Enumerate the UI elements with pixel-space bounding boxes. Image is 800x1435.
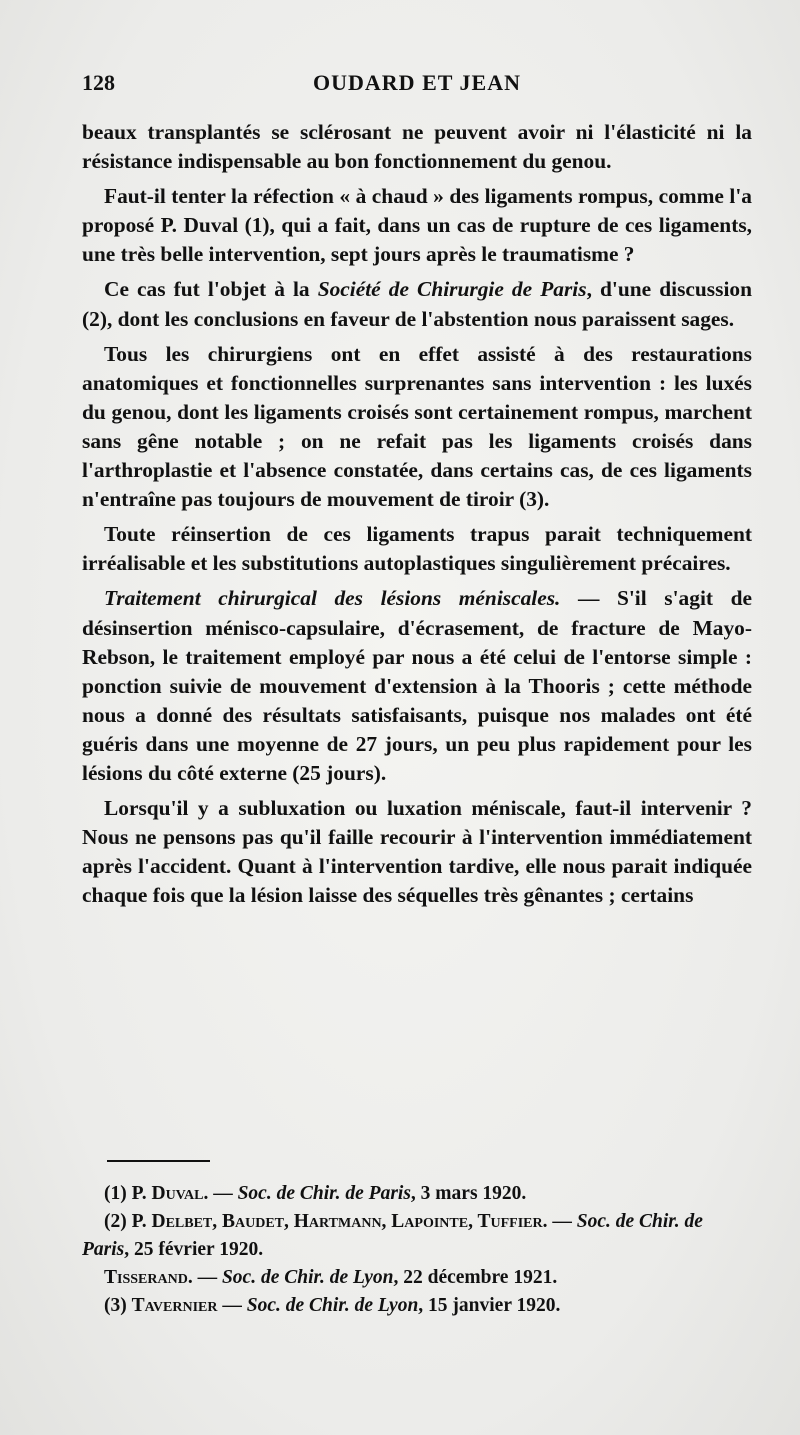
running-head: OUDARD ET JEAN xyxy=(313,70,521,95)
footnote-2-num: (2) P. xyxy=(104,1211,152,1232)
footnote-1-num: (1) P. xyxy=(104,1183,152,1204)
footnote-3-sep: — xyxy=(217,1295,247,1316)
body-text xyxy=(82,118,752,916)
footnote-1-date: , 3 mars 1920. xyxy=(410,1183,527,1204)
paragraph-3-after: , d'une discussion (2), dont les conclusions en faveur de l'abstention nous paraissent sages. xyxy=(82,277,752,331)
paragraph-4: Tous les chirurgiens ont en effet assisté à des restaurations anatomiques et fonctionnelles surprenantes sans intervention : les luxés du genou, dont les ligaments croisés sont certainement rompus, marchent sans gêne notable ; on ne refait pas les ligaments croisés dans l'arthroplastie et l'absence constatée, dans certains cas, de ces ligaments n'entraîne pas toujours de mouvement de tiroir (3). xyxy=(82,341,752,512)
paragraph-3 xyxy=(82,275,752,333)
paragraph-6 xyxy=(82,584,752,788)
footnote-1-source: Soc. de Chir. de Paris xyxy=(237,1183,411,1204)
footnotes xyxy=(82,1180,752,1320)
page-number: 128 xyxy=(82,70,115,95)
paragraph-6-after: — S'il s'agit de désinsertion ménisco-capsulaire, d'écrasement, de fracture de Mayo-Rebson, le traitement employé par nous a été celui de l'entorse simple : ponction suivie de mouvement d'extension à la Thooris ; cette méthode nous a donné des résultats satisfaisants, puisque nos malades ont été guéris dans une moyenne de 27 jours, un peu plus rapidement pour les lésions du côté externe (25 jours). xyxy=(82,586,752,785)
footnote-2b-source: Soc. de Chir. de Lyon xyxy=(221,1267,394,1288)
footnote-2b xyxy=(82,1264,752,1292)
page-header xyxy=(82,70,752,100)
footnote-3-author: Tavernier xyxy=(131,1295,218,1316)
footnote-2b-sep: . — xyxy=(187,1267,222,1288)
footnote-2-date: , 25 février 1920. xyxy=(124,1239,264,1260)
footnote-1 xyxy=(82,1180,752,1208)
footnote-3-source: Soc. de Chir. de Lyon xyxy=(246,1295,419,1316)
footnote-2-source-a: Soc. xyxy=(576,1211,611,1232)
paragraph-2: Faut-il tenter la réfection « à chaud » des ligaments rompus, comme l'a proposé P. Duval (1), qui a fait, dans un cas de rupture de ces ligaments, une très belle intervention, sept jours après le traumatisme ? xyxy=(82,184,752,267)
footnote-2 xyxy=(82,1208,752,1264)
paragraph-1: beaux transplantés se sclérosant ne peuvent avoir ni l'élasticité ni la résistance indispensable au bon fonctionnement du genou. xyxy=(82,120,752,174)
footnote-3 xyxy=(82,1292,752,1320)
footnote-3-date: , 15 janvier 1920. xyxy=(418,1295,561,1316)
footnote-1-sep: . — xyxy=(203,1183,238,1204)
paragraph-7: Lorsqu'il y a subluxation ou luxation méniscale, faut-il intervenir ? Nous ne pensons pas qu'il faille recourir à l'intervention immédiatement après l'accident. Quant à l'intervention tardive, elle nous parait indiquée chaque fois que la lésion laisse des séquelles très gênantes ; certains xyxy=(82,796,752,908)
footnote-2-authors: Delbet, Baudet, Hartmann, Lapointe, Tuffier xyxy=(151,1211,543,1232)
paragraph-3-italic: Société de Chirurgie de Paris xyxy=(317,277,587,302)
footnote-2-source-b: de Chir. de Paris xyxy=(82,1211,703,1260)
section-heading-italic: Traitement chirurgical des lésions méniscales. xyxy=(104,586,561,611)
footnote-2b-date: , 22 décembre 1921. xyxy=(393,1267,558,1288)
footnote-2-sep: . — xyxy=(542,1211,577,1232)
footnote-3-num: (3) xyxy=(104,1295,132,1316)
footnote-1-author: Duval xyxy=(151,1183,204,1204)
footnote-rule xyxy=(107,1160,210,1162)
footnote-2b-author: Tisserand xyxy=(104,1267,188,1288)
paragraph-3-before: Ce cas fut l'objet à la xyxy=(104,277,318,302)
paragraph-5: Toute réinsertion de ces ligaments trapus parait techniquement irréalisable et les substitutions autoplastiques singulièrement précaires. xyxy=(82,522,752,576)
